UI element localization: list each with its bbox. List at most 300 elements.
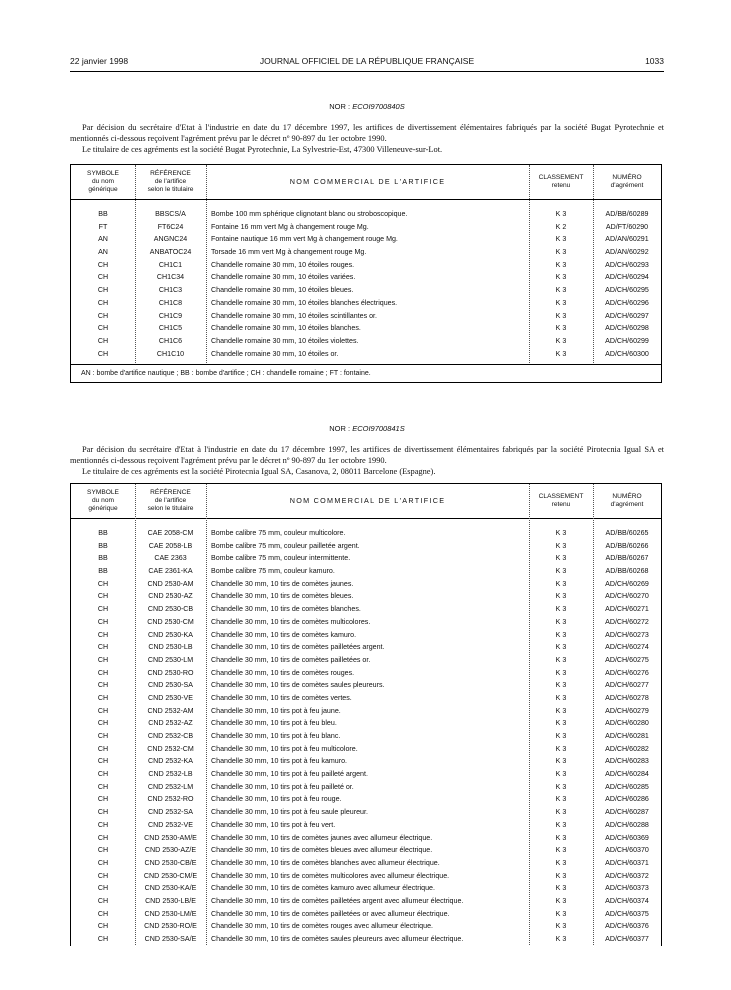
cell-classement: K 3 bbox=[555, 846, 567, 855]
table-row bbox=[71, 641, 661, 654]
cell-numero: AD/CH/60283 bbox=[605, 757, 649, 766]
cell-symbole: AN bbox=[98, 235, 108, 244]
table-row bbox=[71, 768, 661, 781]
table-row bbox=[71, 310, 661, 323]
cell-classement: K 3 bbox=[555, 286, 567, 295]
table-row bbox=[71, 322, 661, 335]
cell-symbole: CH bbox=[97, 935, 109, 943]
table-row bbox=[71, 832, 661, 845]
nor-prefix: NOR : bbox=[329, 102, 351, 111]
table-row bbox=[71, 246, 661, 259]
table-row bbox=[71, 730, 661, 743]
cell-classement: K 3 bbox=[555, 567, 567, 576]
cell-nom-commercial: Chandelle romaine 30 mm, 10 étoiles violettes. bbox=[211, 336, 359, 345]
column-divider bbox=[593, 484, 594, 945]
cell-symbole: CH bbox=[97, 681, 109, 690]
cell-classement: K 3 bbox=[555, 935, 567, 943]
cell-symbole: BB bbox=[98, 529, 108, 537]
column-divider bbox=[206, 165, 207, 363]
cell-symbole: CH bbox=[97, 782, 109, 791]
cell-classement: K 3 bbox=[555, 298, 567, 307]
column-header-symbole bbox=[71, 484, 135, 518]
cell-symbole: CH bbox=[97, 668, 109, 677]
nor-reference bbox=[70, 102, 664, 111]
cell-reference: CND 2530-RO bbox=[147, 668, 194, 677]
cell-numero: AD/CH/60282 bbox=[605, 744, 649, 753]
cell-nom-commercial: Chandelle 30 mm, 10 tirs de comètes kamuro avec allumeur électrique. bbox=[211, 884, 435, 893]
cell-reference: CND 2532-LM bbox=[147, 782, 194, 791]
nor-reference bbox=[70, 424, 664, 433]
table-row bbox=[71, 908, 661, 921]
cell-symbole: CH bbox=[97, 795, 109, 804]
cell-numero: AD/CH/60297 bbox=[605, 311, 649, 320]
cell-numero: AD/CH/60270 bbox=[605, 592, 649, 601]
table-body bbox=[71, 200, 661, 364]
cell-classement: K 3 bbox=[555, 782, 567, 791]
table-legend: AN : bombe d'artifice nautique ; BB : bombe d'artifice ; CH : chandelle romaine ; FT : fontaine. bbox=[71, 364, 661, 382]
nor-prefix: NOR : bbox=[329, 424, 351, 433]
cell-symbole: CH bbox=[97, 744, 109, 753]
cell-symbole: BB bbox=[98, 554, 108, 563]
column-header-label: RÉFÉRENCE de l'artifice selon le titulaire bbox=[147, 170, 194, 193]
cell-nom-commercial: Chandelle 30 mm, 10 tirs pot à feu blanc. bbox=[211, 732, 341, 740]
cell-numero: AD/CH/60272 bbox=[605, 617, 649, 626]
table-row bbox=[71, 208, 661, 221]
cell-classement: K 3 bbox=[555, 833, 567, 842]
cell-reference: CND 2530-RO/E bbox=[144, 922, 197, 931]
cell-numero: AD/CH/60287 bbox=[605, 808, 649, 817]
cell-nom-commercial: Bombe calibre 75 mm, couleur multicolore. bbox=[211, 529, 346, 537]
cell-nom-commercial: Chandelle 30 mm, 10 tirs pot à feu rouge. bbox=[211, 795, 342, 804]
cell-numero: AD/CH/60299 bbox=[605, 336, 649, 345]
cell-numero: AD/CH/60280 bbox=[605, 719, 649, 728]
cell-classement: K 3 bbox=[555, 643, 567, 652]
column-header-label: NOM COMMERCIAL DE L'ARTIFICE bbox=[289, 496, 446, 505]
column-header-classement bbox=[529, 484, 593, 518]
cell-nom-commercial: Chandelle 30 mm, 10 tirs de comètes multicolores. bbox=[211, 617, 371, 626]
cell-numero: AD/CH/60371 bbox=[605, 858, 649, 867]
cell-nom-commercial: Fontaine 16 mm vert Mg à changement rouge Mg. bbox=[211, 222, 369, 231]
header-page-number: 1033 bbox=[645, 56, 664, 66]
table-row bbox=[71, 221, 661, 234]
cell-reference: CND 2530-LB bbox=[148, 643, 193, 652]
cell-reference: CH1C1 bbox=[158, 260, 183, 269]
cell-classement: K 3 bbox=[555, 349, 567, 358]
table-row bbox=[71, 806, 661, 819]
cell-nom-commercial: Chandelle 30 mm, 10 tirs pot à feu kamuro. bbox=[211, 757, 348, 766]
cell-symbole: CH bbox=[97, 349, 109, 358]
approval-table bbox=[70, 164, 662, 383]
cell-symbole: CH bbox=[97, 286, 109, 295]
cell-numero: AD/CH/60300 bbox=[605, 349, 649, 358]
cell-numero: AD/AN/60291 bbox=[605, 235, 649, 244]
cell-nom-commercial: Bombe 100 mm sphérique clignotant blanc ou stroboscopique. bbox=[211, 210, 408, 218]
cell-symbole: CH bbox=[97, 896, 109, 905]
cell-classement: K 3 bbox=[555, 273, 567, 282]
cell-symbole: CH bbox=[97, 605, 109, 614]
cell-symbole: CH bbox=[97, 630, 109, 639]
cell-numero: AD/CH/60285 bbox=[605, 782, 649, 791]
cell-nom-commercial: Chandelle 30 mm, 10 tirs de comètes pailletées or. bbox=[211, 655, 371, 664]
cell-symbole: CH bbox=[97, 833, 109, 842]
cell-numero: AD/BB/60268 bbox=[605, 567, 649, 576]
cell-symbole: CH bbox=[97, 579, 109, 588]
table-row bbox=[71, 284, 661, 297]
column-header-classement bbox=[529, 165, 593, 199]
column-header-label: NOM COMMERCIAL DE L'ARTIFICE bbox=[289, 177, 446, 186]
cell-numero: AD/CH/60284 bbox=[605, 770, 649, 779]
column-header-label: NUMÉRO d'agrément bbox=[610, 174, 644, 189]
table-row bbox=[71, 857, 661, 870]
cell-reference: CAE 2058-LB bbox=[148, 541, 193, 550]
cell-classement: K 3 bbox=[555, 260, 567, 269]
cell-symbole: CH bbox=[97, 336, 109, 345]
cell-classement: K 3 bbox=[555, 681, 567, 690]
table-row bbox=[71, 271, 661, 284]
cell-numero: AD/CH/60373 bbox=[605, 884, 649, 893]
cell-reference: CND 2532-KA bbox=[148, 757, 193, 766]
cell-reference: CAE 2363 bbox=[154, 554, 187, 563]
table-row bbox=[71, 755, 661, 768]
cell-symbole: CH bbox=[97, 871, 109, 880]
cell-reference: CND 2532-SA bbox=[148, 808, 193, 817]
cell-nom-commercial: Chandelle romaine 30 mm, 10 étoiles bleues. bbox=[211, 286, 354, 295]
page-header bbox=[70, 56, 664, 70]
cell-nom-commercial: Chandelle romaine 30 mm, 10 étoiles rouges. bbox=[211, 260, 355, 269]
table-row bbox=[71, 882, 661, 895]
cell-reference: CAE 2361-KA bbox=[148, 567, 193, 576]
cell-symbole: CH bbox=[97, 617, 109, 626]
cell-nom-commercial: Chandelle 30 mm, 10 tirs de comètes vertes. bbox=[211, 693, 352, 702]
cell-numero: AD/CH/60275 bbox=[605, 655, 649, 664]
column-header-label: CLASSEMENT retenu bbox=[538, 174, 584, 189]
column-header-label: CLASSEMENT retenu bbox=[538, 493, 584, 508]
cell-reference: CH1C10 bbox=[156, 349, 185, 358]
column-header-numero bbox=[593, 484, 661, 518]
cell-numero: AD/CH/60277 bbox=[605, 681, 649, 690]
cell-classement: K 3 bbox=[555, 706, 567, 715]
cell-numero: AD/CH/60375 bbox=[605, 909, 649, 918]
cell-classement: K 3 bbox=[555, 719, 567, 728]
cell-nom-commercial: Chandelle 30 mm, 10 tirs de comètes rouges. bbox=[211, 668, 355, 677]
cell-reference: CH1C9 bbox=[158, 311, 183, 320]
cell-nom-commercial: Chandelle 30 mm, 10 tirs de comètes saules pleureurs. bbox=[211, 681, 385, 690]
cell-numero: AD/CH/60295 bbox=[605, 286, 649, 295]
cell-classement: K 3 bbox=[555, 770, 567, 779]
cell-reference: CH1C5 bbox=[158, 324, 183, 333]
cell-classement: K 3 bbox=[555, 744, 567, 753]
cell-classement: K 3 bbox=[555, 210, 567, 218]
table-row bbox=[71, 654, 661, 667]
cell-numero: AD/CH/60278 bbox=[605, 693, 649, 702]
cell-classement: K 3 bbox=[555, 554, 567, 563]
table-body bbox=[71, 519, 661, 946]
cell-nom-commercial: Bombe calibre 75 mm, couleur kamuro. bbox=[211, 567, 335, 576]
cell-symbole: CH bbox=[97, 922, 109, 931]
cell-nom-commercial: Bombe calibre 75 mm, couleur pailletée argent. bbox=[211, 541, 360, 550]
cell-reference: BBSCS/A bbox=[155, 210, 186, 218]
cell-classement: K 3 bbox=[555, 235, 567, 244]
cell-reference: CH1C6 bbox=[158, 336, 183, 345]
cell-classement: K 3 bbox=[555, 858, 567, 867]
cell-numero: AD/CH/60294 bbox=[605, 273, 649, 282]
column-divider bbox=[529, 484, 530, 945]
column-divider bbox=[529, 165, 530, 363]
table-row bbox=[71, 348, 661, 361]
cell-symbole: CH bbox=[97, 298, 109, 307]
cell-nom-commercial: Fontaine nautique 16 mm vert Mg à changement rouge Mg. bbox=[211, 235, 398, 244]
cell-numero: AD/BB/60266 bbox=[605, 541, 649, 550]
column-header-symbole bbox=[71, 165, 135, 199]
cell-numero: AD/CH/60269 bbox=[605, 579, 649, 588]
cell-classement: K 3 bbox=[555, 732, 567, 740]
table-row bbox=[71, 895, 661, 908]
cell-nom-commercial: Chandelle 30 mm, 10 tirs pot à feu vert. bbox=[211, 820, 336, 829]
cell-reference: CND 2532-LB bbox=[148, 770, 193, 779]
cell-nom-commercial: Chandelle 30 mm, 10 tirs de comètes bleues avec allumeur électrique. bbox=[211, 846, 433, 855]
cell-reference: CND 2530-CB/E bbox=[144, 858, 197, 867]
cell-classement: K 3 bbox=[555, 630, 567, 639]
cell-nom-commercial: Chandelle 30 mm, 10 tirs de comètes blanches avec allumeur électrique. bbox=[211, 858, 440, 867]
cell-numero: AD/CH/60370 bbox=[605, 846, 649, 855]
cell-nom-commercial: Chandelle 30 mm, 10 tirs pot à feu saule pleureur. bbox=[211, 808, 368, 817]
cell-numero: AD/CH/60274 bbox=[605, 643, 649, 652]
nor-code: ECOI9700841S bbox=[352, 424, 405, 433]
cell-nom-commercial: Chandelle 30 mm, 10 tirs de comètes kamuro. bbox=[211, 630, 357, 639]
cell-symbole: CH bbox=[97, 643, 109, 652]
cell-reference: FT6C24 bbox=[157, 222, 184, 231]
cell-symbole: CH bbox=[97, 770, 109, 779]
cell-symbole: CH bbox=[97, 311, 109, 320]
table-row bbox=[71, 233, 661, 246]
table-row bbox=[71, 527, 661, 540]
cell-symbole: FT bbox=[98, 222, 108, 231]
cell-nom-commercial: Chandelle 30 mm, 10 tirs pot à feu pailleté or. bbox=[211, 782, 354, 791]
header-rule bbox=[70, 71, 664, 72]
cell-symbole: CH bbox=[97, 273, 109, 282]
cell-symbole: BB bbox=[98, 541, 108, 550]
table-header bbox=[71, 165, 661, 200]
holder-paragraph: Le titulaire de ces agréments est la société Bugat Pyrotechnie, La Sylvestrie-Est, 47300 Villeneuve-sur-Lot. bbox=[82, 145, 443, 154]
cell-symbole: BB bbox=[98, 567, 108, 576]
table-row bbox=[71, 297, 661, 310]
cell-reference: CND 2530-KA/E bbox=[144, 884, 197, 893]
column-header-label: SYMBOLE du nom générique bbox=[87, 489, 119, 512]
cell-classement: K 3 bbox=[555, 808, 567, 817]
cell-numero: AD/CH/60293 bbox=[605, 260, 649, 269]
nor-code: ECOI9700840S bbox=[352, 102, 405, 111]
table-row bbox=[71, 552, 661, 565]
cell-symbole: CH bbox=[97, 909, 109, 918]
holder-paragraph: Le titulaire de ces agréments est la société Pirotecnia Igual SA, Casanova, 2, 08011 Barcelone (Espagne). bbox=[82, 467, 436, 476]
cell-numero: AD/CH/60276 bbox=[605, 668, 649, 677]
cell-classement: K 3 bbox=[555, 592, 567, 601]
cell-reference: CND 2530-AZ bbox=[148, 592, 193, 601]
cell-reference: CND 2530-LM bbox=[147, 655, 194, 664]
cell-nom-commercial: Chandelle 30 mm, 10 tirs de comètes pailletées argent. bbox=[211, 643, 385, 652]
cell-reference: CND 2532-CB bbox=[147, 732, 194, 740]
column-divider bbox=[135, 165, 136, 363]
table-row bbox=[71, 717, 661, 730]
cell-symbole: CH bbox=[97, 260, 109, 269]
column-header-numero bbox=[593, 165, 661, 199]
decision-paragraph: Par décision du secrétaire d'Etat à l'industrie en date du 17 décembre 1997, les artifices de divertissement élémentaires fabriqués par la société Bugat Pyrotechnie et mentionnés ci-dessous reçoivent l'agrément prévu par le décret nº 90-897 du 1er octobre 1990. bbox=[70, 123, 664, 143]
cell-reference: CND 2530-SA bbox=[148, 681, 193, 690]
cell-reference: CND 2530-AM bbox=[147, 579, 194, 588]
cell-nom-commercial: Chandelle 30 mm, 10 tirs de comètes pailletées or avec allumeur électrique. bbox=[211, 909, 450, 918]
cell-classement: K 3 bbox=[555, 579, 567, 588]
cell-reference: ANBATOC24 bbox=[149, 248, 192, 257]
column-header-nom-commercial bbox=[206, 165, 529, 199]
cell-reference: CND 2530-SA/E bbox=[144, 935, 197, 943]
cell-numero: AD/CH/60281 bbox=[605, 732, 649, 740]
table-row bbox=[71, 870, 661, 883]
cell-nom-commercial: Chandelle romaine 30 mm, 10 étoiles blanches. bbox=[211, 324, 361, 333]
cell-nom-commercial: Chandelle romaine 30 mm, 10 étoiles or. bbox=[211, 349, 339, 358]
cell-reference: CND 2532-RO bbox=[147, 795, 194, 804]
cell-symbole: BB bbox=[98, 210, 108, 218]
cell-reference: CND 2530-CB bbox=[147, 605, 194, 614]
cell-numero: AD/CH/60376 bbox=[605, 922, 649, 931]
cell-numero: AD/CH/60288 bbox=[605, 820, 649, 829]
cell-nom-commercial: Chandelle romaine 30 mm, 10 étoiles variées. bbox=[211, 273, 356, 282]
table-header bbox=[71, 484, 661, 519]
table-row bbox=[71, 590, 661, 603]
cell-classement: K 3 bbox=[555, 617, 567, 626]
table-row bbox=[71, 259, 661, 272]
cell-reference: CND 2532-AZ bbox=[148, 719, 193, 728]
table-row bbox=[71, 705, 661, 718]
cell-symbole: CH bbox=[97, 808, 109, 817]
cell-nom-commercial: Chandelle 30 mm, 10 tirs pot à feu pailleté argent. bbox=[211, 770, 368, 779]
cell-nom-commercial: Chandelle 30 mm, 10 tirs de comètes bleues. bbox=[211, 592, 354, 601]
cell-numero: AD/CH/60296 bbox=[605, 298, 649, 307]
cell-classement: K 3 bbox=[555, 605, 567, 614]
cell-numero: AD/BB/60265 bbox=[605, 529, 649, 537]
cell-classement: K 3 bbox=[555, 896, 567, 905]
cell-numero: AD/CH/60377 bbox=[605, 935, 649, 943]
cell-classement: K 3 bbox=[555, 541, 567, 550]
cell-nom-commercial: Chandelle 30 mm, 10 tirs de comètes blanches. bbox=[211, 605, 361, 614]
table-row bbox=[71, 920, 661, 933]
cell-nom-commercial: Chandelle romaine 30 mm, 10 étoiles scintillantes or. bbox=[211, 311, 377, 320]
cell-symbole: CH bbox=[97, 732, 109, 740]
cell-classement: K 3 bbox=[555, 668, 567, 677]
cell-numero: AD/AN/60292 bbox=[605, 248, 649, 257]
cell-symbole: CH bbox=[97, 693, 109, 702]
cell-reference: CND 2530-AM/E bbox=[144, 833, 197, 842]
cell-nom-commercial: Chandelle 30 mm, 10 tirs pot à feu jaune. bbox=[211, 706, 341, 715]
cell-classement: K 2 bbox=[555, 222, 567, 231]
column-header-reference bbox=[135, 484, 206, 518]
cell-classement: K 3 bbox=[555, 871, 567, 880]
cell-symbole: CH bbox=[97, 324, 109, 333]
cell-reference: CND 2530-LB/E bbox=[145, 896, 196, 905]
cell-numero: AD/BB/60267 bbox=[605, 554, 649, 563]
cell-symbole: CH bbox=[97, 655, 109, 664]
cell-reference: CND 2532-VE bbox=[148, 820, 193, 829]
cell-reference: CH1C3 bbox=[158, 286, 183, 295]
cell-nom-commercial: Chandelle 30 mm, 10 tirs pot à feu multicolore. bbox=[211, 744, 358, 753]
column-header-nom-commercial bbox=[206, 484, 529, 518]
header-journal-title: JOURNAL OFFICIEL DE LA RÉPUBLIQUE FRANÇAISE bbox=[259, 56, 475, 66]
cell-reference: ANGNC24 bbox=[153, 235, 188, 244]
column-divider bbox=[135, 484, 136, 945]
cell-reference: CH1C34 bbox=[156, 273, 185, 282]
cell-nom-commercial: Torsade 16 mm vert Mg à changement rouge Mg. bbox=[211, 248, 367, 257]
cell-nom-commercial: Bombe calibre 75 mm, couleur intermittente. bbox=[211, 554, 351, 563]
cell-numero: AD/CH/60279 bbox=[605, 706, 649, 715]
column-divider bbox=[206, 484, 207, 945]
table-row bbox=[71, 933, 661, 946]
table-row bbox=[71, 565, 661, 578]
cell-nom-commercial: Chandelle 30 mm, 10 tirs de comètes jaunes avec allumeur électrique. bbox=[211, 833, 433, 842]
cell-nom-commercial: Chandelle 30 mm, 10 tirs de comètes pailletées argent avec allumeur électrique. bbox=[211, 896, 464, 905]
cell-classement: K 3 bbox=[555, 324, 567, 333]
table-row bbox=[71, 781, 661, 794]
cell-reference: CND 2532-AM bbox=[147, 706, 194, 715]
table-row bbox=[71, 616, 661, 629]
cell-symbole: CH bbox=[97, 719, 109, 728]
table-row bbox=[71, 679, 661, 692]
decision-text bbox=[70, 122, 664, 155]
cell-symbole: CH bbox=[97, 884, 109, 893]
cell-classement: K 3 bbox=[555, 248, 567, 257]
cell-numero: AD/CH/60298 bbox=[605, 324, 649, 333]
cell-reference: CND 2530-LM/E bbox=[144, 909, 197, 918]
cell-numero: AD/FT/60290 bbox=[605, 222, 649, 231]
cell-nom-commercial: Chandelle 30 mm, 10 tirs pot à feu bleu. bbox=[211, 719, 337, 728]
cell-reference: CND 2530-KA bbox=[148, 630, 193, 639]
cell-symbole: CH bbox=[97, 706, 109, 715]
cell-reference: CND 2530-CM bbox=[147, 617, 194, 626]
decision-text bbox=[70, 444, 664, 477]
cell-symbole: CH bbox=[97, 820, 109, 829]
cell-nom-commercial: Chandelle 30 mm, 10 tirs de comètes multicolores avec allumeur électrique. bbox=[211, 871, 450, 880]
cell-classement: K 3 bbox=[555, 311, 567, 320]
table-row bbox=[71, 667, 661, 680]
cell-numero: AD/CH/60369 bbox=[605, 833, 649, 842]
cell-classement: K 3 bbox=[555, 909, 567, 918]
cell-classement: K 3 bbox=[555, 884, 567, 893]
cell-nom-commercial: Chandelle 30 mm, 10 tirs de comètes rouges avec allumeur électrique. bbox=[211, 922, 433, 931]
cell-numero: AD/CH/60286 bbox=[605, 795, 649, 804]
cell-numero: AD/CH/60273 bbox=[605, 630, 649, 639]
table-row bbox=[71, 578, 661, 591]
approval-table bbox=[70, 483, 662, 946]
cell-classement: K 3 bbox=[555, 757, 567, 766]
column-header-label: SYMBOLE du nom générique bbox=[87, 170, 119, 193]
cell-classement: K 3 bbox=[555, 529, 567, 537]
table-row bbox=[71, 844, 661, 857]
cell-classement: K 3 bbox=[555, 922, 567, 931]
cell-classement: K 3 bbox=[555, 336, 567, 345]
cell-classement: K 3 bbox=[555, 795, 567, 804]
cell-reference: CND 2530-VE bbox=[148, 693, 193, 702]
cell-reference: CH1C8 bbox=[158, 298, 183, 307]
cell-symbole: AN bbox=[98, 248, 108, 257]
table-row bbox=[71, 603, 661, 616]
column-header-label: NUMÉRO d'agrément bbox=[610, 493, 644, 508]
cell-numero: AD/BB/60289 bbox=[605, 210, 649, 218]
cell-reference: CND 2532-CM bbox=[147, 744, 194, 753]
cell-numero: AD/CH/60372 bbox=[605, 871, 649, 880]
table-row bbox=[71, 629, 661, 642]
cell-symbole: CH bbox=[97, 757, 109, 766]
column-header-reference bbox=[135, 165, 206, 199]
table-row bbox=[71, 819, 661, 832]
cell-classement: K 3 bbox=[555, 820, 567, 829]
